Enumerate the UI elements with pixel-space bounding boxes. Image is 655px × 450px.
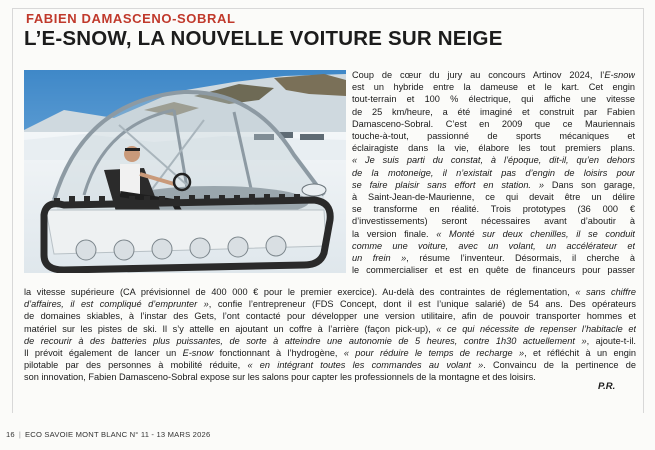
body-line: d’investissements) seront nécessaires avant d’aboutir à <box>352 216 635 227</box>
body-line: d’affaires, il est compliqué d’emprunter », confie l’entrepreneur (FDS Concept, dont il est l’unique salarié) de 54 ans. Des opérateurs <box>24 299 636 310</box>
body-line: à Saint-Jean-de-Maurienne, ce qui devait être un délire <box>352 192 635 203</box>
body-line: de recourir à des batteries plus puissantes, de sorte à atteindre une autonomie de 5 heures, contre 1h30 actuellement », ajoute-t-il. <box>24 335 636 346</box>
article-headline: L’E-SNOW, LA NOUVELLE VOITURE SUR NEIGE <box>24 27 503 50</box>
body-line: éclairagiste dans la vie, élabore les tout premiers plans. <box>352 143 635 154</box>
body-line: se faire plaisir sans effort en station. » Dans son garage, <box>352 179 635 190</box>
body-line: se transforme en réalité. Trois prototypes (36 000 € <box>352 204 635 215</box>
page-border-top <box>12 8 644 9</box>
body-line: la version finale. « Monté sur deux chenilles, il se conduit <box>352 228 635 239</box>
quote-line: comme une voiture, avec un volant, un accélérateur et <box>352 240 635 251</box>
body-line: tout-terrain et 100 % électrique, qui affiche une vitesse <box>352 94 635 105</box>
body-line: de domaines skiables, à l’instar des Gets, l’ont contacté pour développer une version utilitaire, afin de pouvoir transporter hommes et <box>24 311 636 322</box>
page-border-right <box>643 8 644 413</box>
page-number: 16 <box>6 430 15 439</box>
article-photo <box>24 70 346 273</box>
article-body-full-width <box>24 286 636 384</box>
page-footer <box>6 430 210 439</box>
body-line: pilotable par des personnes à mobilité réduite, « en intégrant toutes les commandes au volant ». Convaincu de la pertinence de <box>24 360 636 371</box>
body-line: Damasceno-Sobral. C’est en 2009 que ce Mauriennais <box>352 118 635 129</box>
issue-info: N° 11 - 13 MARS 2026 <box>129 430 211 439</box>
body-line: un frein », résume l’inventeur. Désormais, il cherche à <box>352 253 635 264</box>
quote-line: de la motoneige, il n’existait pas d’engin de loisirs pour <box>352 167 635 178</box>
body-line: son innovation, Fabien Damasceno-Sobral expose sur les salons pour capter les professionnels de la montagne et des loisirs. <box>24 372 536 383</box>
body-line: le commercialiser et est en quête de financeurs pour passer <box>352 265 635 276</box>
body-line: de 25 km/heure, a été imaginé et construit par Fabien <box>352 106 635 117</box>
body-line: touche-à-tout, passionné de sports mécaniques et <box>352 131 635 142</box>
body-line: Coup de cœur du jury au concours Artinov 2024, l’E-snow <box>352 70 635 80</box>
body-line: la vitesse supérieure (CA prévisionnel de 400 000 € pour le premier exercice). Au-delà des contraintes de réglementation, « sans chiffre <box>24 287 636 297</box>
article-body-column <box>352 69 635 276</box>
publication-name: ECO SAVOIE MONT BLANC <box>25 430 128 439</box>
author-signature: P.R. <box>598 381 616 392</box>
quote-line: « Je suis parti du constat, à l’époque, dit-il, qu’en dehors <box>352 155 635 166</box>
body-line: Il prévoit également de lancer un E-snow fonctionnant à l’hydrogène, « pour réduire le temps de recharge », et réfléchit à un engin <box>24 348 636 359</box>
body-line: est un hybride entre la dameuse et le kart. Cet engin <box>352 82 635 93</box>
page-border-left <box>12 8 13 413</box>
footer-separator: | <box>18 430 22 439</box>
body-line: matériel sur les pistes de ski. Il s’y attelle en ajoutant un coffre à l’arrière (façon pick-up), « ce qui nécessite de repenser l’habitacle et <box>24 323 636 334</box>
article-kicker: FABIEN DAMASCENO-SOBRAL <box>26 11 236 26</box>
